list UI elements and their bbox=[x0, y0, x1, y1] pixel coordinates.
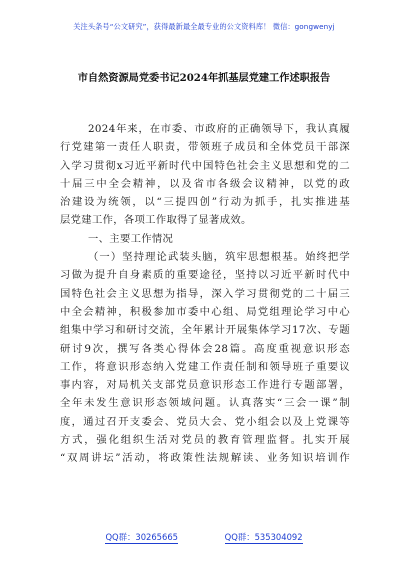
paragraph-line: 工作，将意识形态纳入党建工作责任制和领导班子重要议 bbox=[60, 360, 350, 373]
qq-group-left[interactable]: QQ群：30265665 bbox=[105, 532, 178, 542]
paragraph-line: 国特色社会主义思想为指导，深入学习贯彻党的二十届三 bbox=[60, 287, 350, 300]
paragraph-line: 入学习贯彻x习近平新时代中国特色社会主义思想和党的二 bbox=[60, 159, 350, 172]
paragraph-line: 研讨9次，撰写各类心得体会28篇。高度重视意识形态 bbox=[60, 342, 350, 355]
paragraph-line: 2024年来，在市委、市政府的正确领导下，我认真履 bbox=[88, 123, 350, 135]
qq-group-right[interactable]: QQ群：535304092 bbox=[224, 532, 303, 542]
paragraph-line: 全年未发生意识形态领域问题。认真落实“三会一课”制 bbox=[60, 397, 350, 410]
paragraph-line: 治建设为统领，以“三提四创”行动为抓手，扎实推进基 bbox=[60, 196, 350, 209]
paragraph-line: （一）坚持理论武装头脑，筑牢思想根基。始终把学 bbox=[88, 251, 350, 264]
paragraph-line: 度，通过召开支委会、党员大会、党小组会以及上党课等 bbox=[60, 415, 350, 428]
paragraph-line: 行党建第一责任人职责，带领班子成员和全体党员干部深 bbox=[60, 141, 350, 154]
paragraph-line: 习做为提升自身素质的重要途径，坚持以习近平新时代中 bbox=[60, 269, 350, 282]
document-title: 市自然资源局党委书记2024年抓基层党建工作述职报告 bbox=[77, 72, 331, 84]
paragraph-line: 事内容，对局机关支部党员意识形态工作进行专题部署， bbox=[60, 379, 350, 392]
document-body bbox=[60, 120, 350, 468]
section-heading: 一、主要工作情况 bbox=[88, 232, 174, 245]
paragraph-line: 组集中学习和研讨交流，全年累计开展集体学习17次、专题 bbox=[60, 324, 350, 337]
footer-banner bbox=[0, 532, 408, 544]
paragraph-line: 方式，强化组织生活对党员的教育管理监督。扎实开展 bbox=[60, 434, 350, 447]
promo-banner[interactable]: 关注头条号“公文研究”，获得最新最全最专业的公文资料库！ 微信：gongwenyj bbox=[73, 22, 335, 31]
paragraph-line: “双周讲坛”活动，将政策性法规解读、业务知识培训作 bbox=[60, 452, 350, 465]
paragraph-line: 层党建工作，各项工作取得了显著成效。 bbox=[60, 214, 252, 227]
paragraph-line: 中全会精神，积极参加市委中心组、局党组理论学习中心 bbox=[60, 305, 350, 318]
paragraph-line: 十届三中全会精神，以及省市各级会议精神，以党的政 bbox=[60, 177, 350, 190]
